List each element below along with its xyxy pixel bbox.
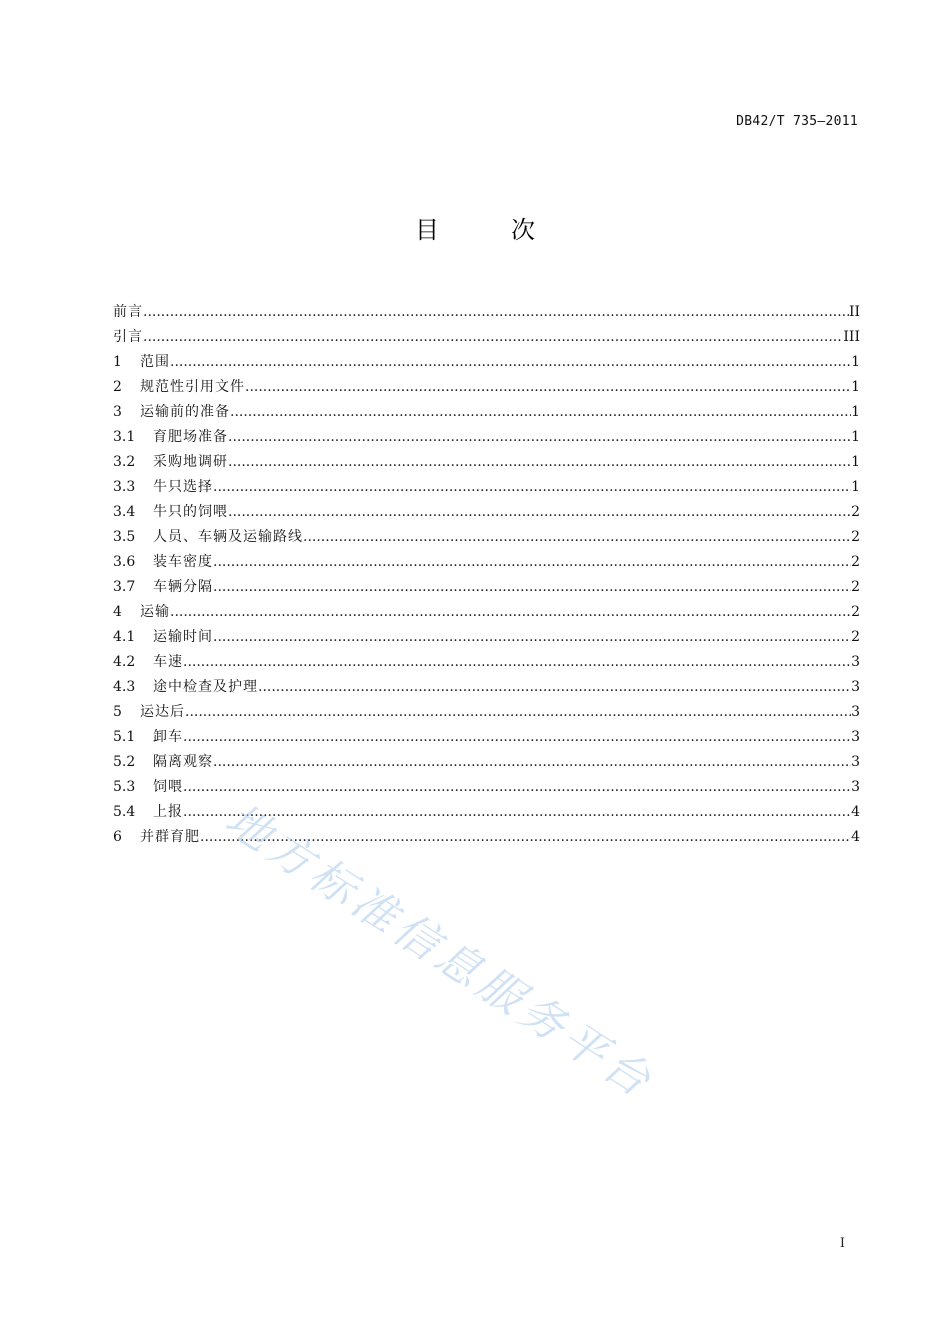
toc-entry-label: 车速 xyxy=(153,654,183,670)
toc-entry-number: 4.2 xyxy=(113,654,136,670)
toc-entry[interactable] xyxy=(113,650,860,675)
toc-entry-number: 4.1 xyxy=(113,629,136,645)
toc-entry-page: 3 xyxy=(851,779,860,795)
toc-entry-number: 3.5 xyxy=(113,529,136,545)
toc-entry-label: 上报 xyxy=(153,804,183,820)
toc-dot-leader xyxy=(183,650,851,675)
toc-entry-page: 2 xyxy=(851,554,860,570)
toc-entry-label: 卸车 xyxy=(153,729,183,745)
toc-dot-leader xyxy=(170,600,851,625)
toc-dot-leader xyxy=(213,625,851,650)
toc-entry-number: 3.4 xyxy=(113,504,136,520)
toc-entry-number: 3 xyxy=(113,404,122,420)
toc-entry-number: 5.3 xyxy=(113,779,136,795)
table-of-contents xyxy=(113,300,860,850)
toc-dot-leader xyxy=(170,350,851,375)
toc-dot-leader xyxy=(200,825,851,850)
toc-entry-page: II xyxy=(848,304,860,320)
toc-entry-label: 并群育肥 xyxy=(140,829,200,845)
toc-entry-label: 饲喂 xyxy=(153,779,183,795)
toc-dot-leader xyxy=(183,775,851,800)
toc-entry[interactable] xyxy=(113,350,860,375)
toc-dot-leader xyxy=(213,550,851,575)
toc-dot-leader xyxy=(183,800,851,825)
toc-entry-label: 车辆分隔 xyxy=(153,579,213,595)
toc-entry-page: 2 xyxy=(851,579,860,595)
toc-entry-page: 4 xyxy=(851,829,860,845)
toc-entry-label: 人员、车辆及运输路线 xyxy=(153,529,303,545)
toc-entry[interactable] xyxy=(113,775,860,800)
toc-entry-label: 牛只选择 xyxy=(153,479,213,495)
toc-entry-page: 2 xyxy=(851,604,860,620)
toc-entry-number: 5.1 xyxy=(113,729,136,745)
toc-entry-label: 隔离观察 xyxy=(153,754,213,770)
toc-entry-page: 3 xyxy=(851,679,860,695)
toc-entry-number: 6 xyxy=(113,829,122,845)
toc-dot-leader xyxy=(143,300,849,325)
toc-entry-number: 3.2 xyxy=(113,454,136,470)
toc-dot-leader xyxy=(213,575,851,600)
page-number: I xyxy=(839,1236,845,1251)
toc-entry-number: 5 xyxy=(113,704,122,720)
toc-entry[interactable] xyxy=(113,525,860,550)
toc-entry[interactable] xyxy=(113,625,860,650)
toc-entry[interactable] xyxy=(113,725,860,750)
toc-entry-label: 育肥场准备 xyxy=(153,429,228,445)
toc-entry-number: 5.4 xyxy=(113,804,136,820)
toc-entry-label: 途中检查及护理 xyxy=(153,679,258,695)
toc-dot-leader xyxy=(143,325,843,350)
toc-entry-page: 2 xyxy=(851,504,860,520)
toc-entry[interactable] xyxy=(113,825,860,850)
toc-dot-leader xyxy=(213,475,851,500)
toc-dot-leader xyxy=(258,675,851,700)
toc-dot-leader xyxy=(245,375,851,400)
toc-entry-label: 运输 xyxy=(140,604,170,620)
toc-dot-leader xyxy=(183,725,851,750)
toc-entry-label: 运输前的准备 xyxy=(140,404,230,420)
toc-dot-leader xyxy=(228,500,851,525)
toc-entry[interactable] xyxy=(113,375,860,400)
toc-entry-page: 3 xyxy=(851,729,860,745)
toc-entry-page: 1 xyxy=(851,454,860,470)
toc-entry-page: 1 xyxy=(851,429,860,445)
toc-entry-label: 前言 xyxy=(113,304,143,320)
toc-entry[interactable] xyxy=(113,550,860,575)
toc-entry-label: 运输时间 xyxy=(153,629,213,645)
toc-entry-label: 规范性引用文件 xyxy=(140,379,245,395)
toc-entry-page: 3 xyxy=(851,654,860,670)
toc-entry-label: 范围 xyxy=(140,354,170,370)
toc-entry[interactable] xyxy=(113,675,860,700)
toc-entry[interactable] xyxy=(113,300,860,325)
toc-entry[interactable] xyxy=(113,600,860,625)
toc-entry-number: 2 xyxy=(113,379,122,395)
toc-entry-page: 4 xyxy=(851,804,860,820)
toc-entry[interactable] xyxy=(113,750,860,775)
toc-entry-number: 3.6 xyxy=(113,554,136,570)
watermark: 地方标准信息服务平台 xyxy=(216,794,664,1110)
toc-entry-number: 4.3 xyxy=(113,679,136,695)
toc-entry-label: 装车密度 xyxy=(153,554,213,570)
document-code: DB42/T 735—2011 xyxy=(736,114,858,129)
toc-dot-leader xyxy=(303,525,851,550)
toc-entry-page: 3 xyxy=(851,754,860,770)
toc-entry-page: 3 xyxy=(851,704,860,720)
toc-entry[interactable] xyxy=(113,400,860,425)
toc-entry[interactable] xyxy=(113,700,860,725)
toc-entry-page: 2 xyxy=(851,629,860,645)
toc-entry-label: 采购地调研 xyxy=(153,454,228,470)
toc-entry-number: 1 xyxy=(113,354,122,370)
toc-entry-page: 1 xyxy=(851,404,860,420)
toc-entry-page: 1 xyxy=(851,379,860,395)
toc-entry-number: 3.1 xyxy=(113,429,136,445)
toc-entry[interactable] xyxy=(113,475,860,500)
page-title: 目 次 xyxy=(415,216,559,244)
toc-entry-page: 1 xyxy=(851,479,860,495)
toc-entry-label: 牛只的饲喂 xyxy=(153,504,228,520)
toc-entry[interactable] xyxy=(113,325,860,350)
toc-entry-page: 1 xyxy=(851,354,860,370)
toc-entry-number: 4 xyxy=(113,604,122,620)
toc-entry[interactable] xyxy=(113,450,860,475)
toc-entry[interactable] xyxy=(113,800,860,825)
toc-dot-leader xyxy=(228,450,851,475)
toc-entry-number: 3.3 xyxy=(113,479,136,495)
toc-dot-leader xyxy=(185,700,851,725)
toc-entry-number: 3.7 xyxy=(113,579,136,595)
toc-entry-label: 运达后 xyxy=(140,704,185,720)
toc-dot-leader xyxy=(213,750,851,775)
toc-entry-page: 2 xyxy=(851,529,860,545)
toc-dot-leader xyxy=(230,400,851,425)
toc-entry[interactable] xyxy=(113,575,860,600)
toc-entry-label: 引言 xyxy=(113,329,143,345)
toc-entry[interactable] xyxy=(113,425,860,450)
toc-dot-leader xyxy=(228,425,851,450)
toc-entry-page: III xyxy=(843,329,860,345)
toc-entry-number: 5.2 xyxy=(113,754,136,770)
toc-entry[interactable] xyxy=(113,500,860,525)
